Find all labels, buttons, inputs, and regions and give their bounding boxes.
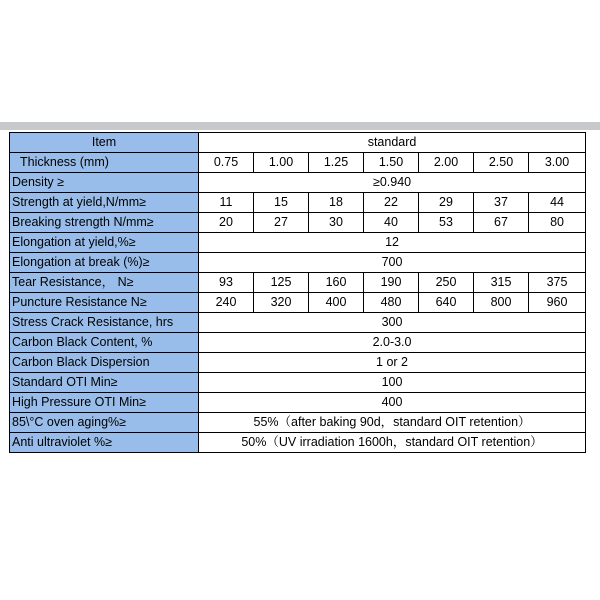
table-row [10, 253, 586, 273]
property-label-cell: Puncture Resistance N≥ [10, 293, 199, 313]
value-cell: 15 [254, 193, 309, 213]
value-cell: 22 [364, 193, 419, 213]
value-cell: 29 [419, 193, 474, 213]
top-divider-bar [0, 122, 600, 130]
table-row [10, 433, 586, 453]
standard-header-cell: standard [199, 133, 586, 153]
property-label-cell: Breaking strength N/mm≥ [10, 213, 199, 233]
value-cell: 315 [474, 273, 529, 293]
value-span-cell: 300 [199, 313, 586, 333]
property-label-cell: Stress Crack Resistance, hrs [10, 313, 199, 333]
table-row [10, 393, 586, 413]
table-row [10, 413, 586, 433]
table-row [10, 293, 586, 313]
table-row [10, 193, 586, 213]
property-label-cell: 85\°C oven aging%≥ [10, 413, 199, 433]
thickness-value-cell: 2.00 [419, 153, 474, 173]
value-span-cell: 700 [199, 253, 586, 273]
value-span-cell: 1 or 2 [199, 353, 586, 373]
table-row [10, 333, 586, 353]
table-row [10, 353, 586, 373]
header-row-item [10, 133, 586, 153]
value-span-cell: 100 [199, 373, 586, 393]
property-label-cell: Carbon Black Content, % [10, 333, 199, 353]
value-cell: 27 [254, 213, 309, 233]
table-row [10, 373, 586, 393]
property-label-cell: High Pressure OTI Min≥ [10, 393, 199, 413]
item-header-cell: Item [10, 133, 199, 153]
value-cell: 37 [474, 193, 529, 213]
value-cell: 44 [529, 193, 586, 213]
value-span-cell: 50%（UV irradiation 1600h，standard OIT retention） [199, 433, 586, 453]
value-cell: 30 [309, 213, 364, 233]
value-span-cell: 55%（after baking 90d，standard OIT retention） [199, 413, 586, 433]
value-span-cell: 400 [199, 393, 586, 413]
value-span-cell: ≥0.940 [199, 173, 586, 193]
value-cell: 400 [309, 293, 364, 313]
value-cell: 125 [254, 273, 309, 293]
value-cell: 40 [364, 213, 419, 233]
property-label-cell: Elongation at break (%)≥ [10, 253, 199, 273]
value-span-cell: 12 [199, 233, 586, 253]
value-cell: 250 [419, 273, 474, 293]
value-cell: 67 [474, 213, 529, 233]
table-row [10, 233, 586, 253]
value-cell: 20 [199, 213, 254, 233]
property-label-cell: Elongation at yield,%≥ [10, 233, 199, 253]
value-cell: 240 [199, 293, 254, 313]
table-row [10, 213, 586, 233]
value-cell: 800 [474, 293, 529, 313]
value-cell: 160 [309, 273, 364, 293]
property-label-cell: Density ≥ [10, 173, 199, 193]
value-cell: 18 [309, 193, 364, 213]
value-span-cell: 2.0-3.0 [199, 333, 586, 353]
specification-table [9, 132, 586, 453]
thickness-value-cell: 0.75 [199, 153, 254, 173]
value-cell: 93 [199, 273, 254, 293]
value-cell: 640 [419, 293, 474, 313]
header-row-thickness [10, 153, 586, 173]
value-cell: 190 [364, 273, 419, 293]
thickness-value-cell: 3.00 [529, 153, 586, 173]
thickness-value-cell: 2.50 [474, 153, 529, 173]
thickness-value-cell: 1.25 [309, 153, 364, 173]
property-label-cell: Strength at yield,N/mm≥ [10, 193, 199, 213]
property-label-cell: Tear Resistance， N≥ [10, 273, 199, 293]
thickness-value-cell: 1.50 [364, 153, 419, 173]
property-label-cell: Standard OTI Min≥ [10, 373, 199, 393]
property-label-cell: Carbon Black Dispersion [10, 353, 199, 373]
value-cell: 480 [364, 293, 419, 313]
value-cell: 375 [529, 273, 586, 293]
value-cell: 11 [199, 193, 254, 213]
thickness-header-cell: Thickness (mm) [10, 153, 199, 173]
table-row [10, 273, 586, 293]
table-row [10, 173, 586, 193]
value-cell: 320 [254, 293, 309, 313]
thickness-value-cell: 1.00 [254, 153, 309, 173]
value-cell: 80 [529, 213, 586, 233]
property-label-cell: Anti ultraviolet %≥ [10, 433, 199, 453]
value-cell: 53 [419, 213, 474, 233]
table-row [10, 313, 586, 333]
value-cell: 960 [529, 293, 586, 313]
